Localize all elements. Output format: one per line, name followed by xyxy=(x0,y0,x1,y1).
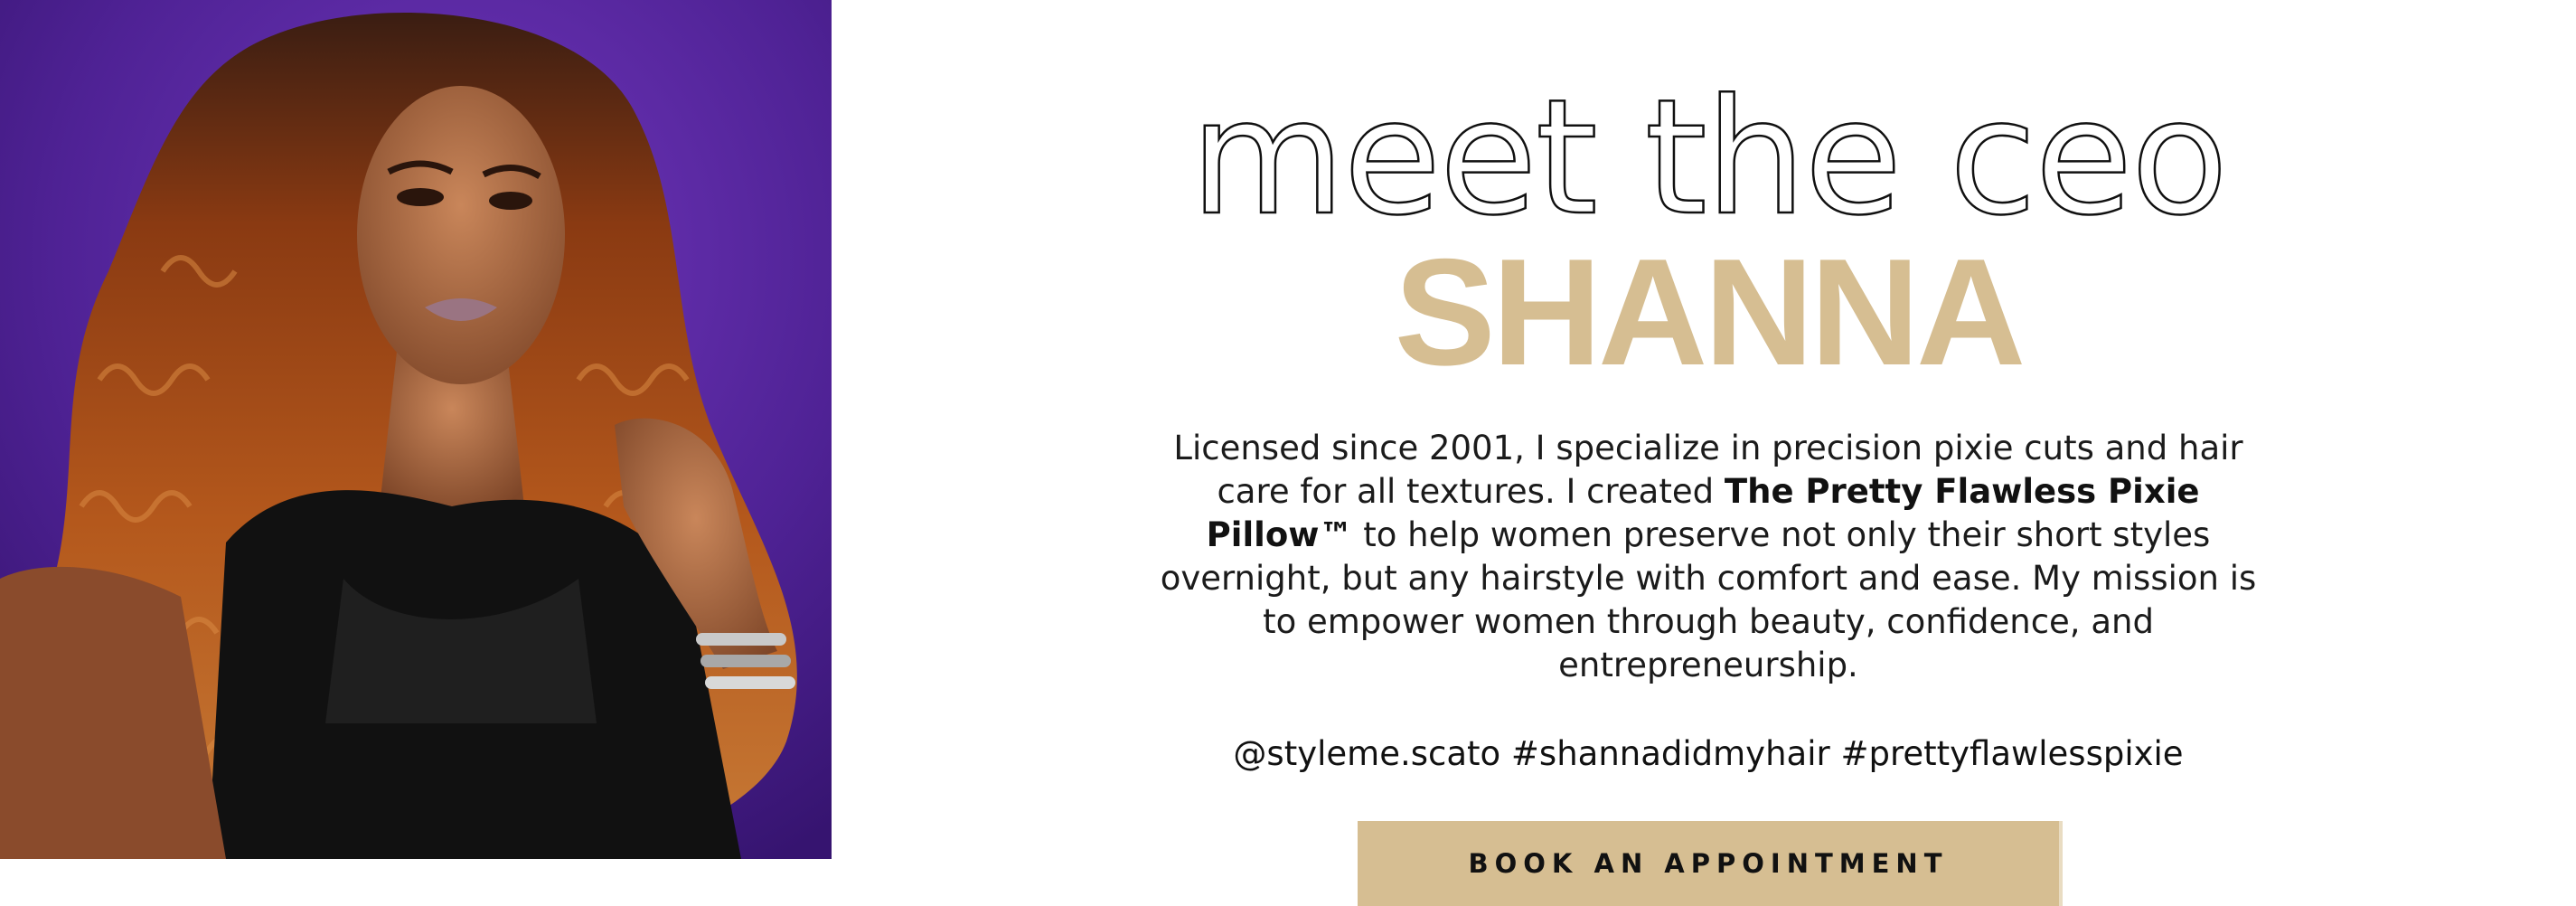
cta-wrapper xyxy=(1121,821,2296,906)
ceo-bio-paragraph xyxy=(1148,427,2269,687)
ceo-portrait-photo xyxy=(0,0,832,859)
ceo-intro-content xyxy=(1121,65,2296,906)
product-name: The Pretty Flawless Pixie Pillow™ xyxy=(1206,472,2200,554)
ceo-name-heading: SHANNA xyxy=(1394,227,2023,397)
book-appointment-button[interactable]: BOOK AN APPOINTMENT xyxy=(1358,821,2059,906)
section-eyebrow: meet the ceo xyxy=(1189,65,2227,250)
bio-text-start: Licensed since 2001, I specialize in precision pixie cuts and hair care for all textures. I created xyxy=(1173,429,2243,511)
portrait-photo-icon xyxy=(0,0,832,859)
bio-text-end: to help women preserve not only their short styles overnight, but any hairstyle with comfort and ease. My mission is to empower women through beauty, confidence, and entrepreneurship. xyxy=(1160,515,2257,684)
social-hashtags: @styleme.scato #shannadidmyhair #prettyflawlesspixie xyxy=(1233,734,2184,773)
